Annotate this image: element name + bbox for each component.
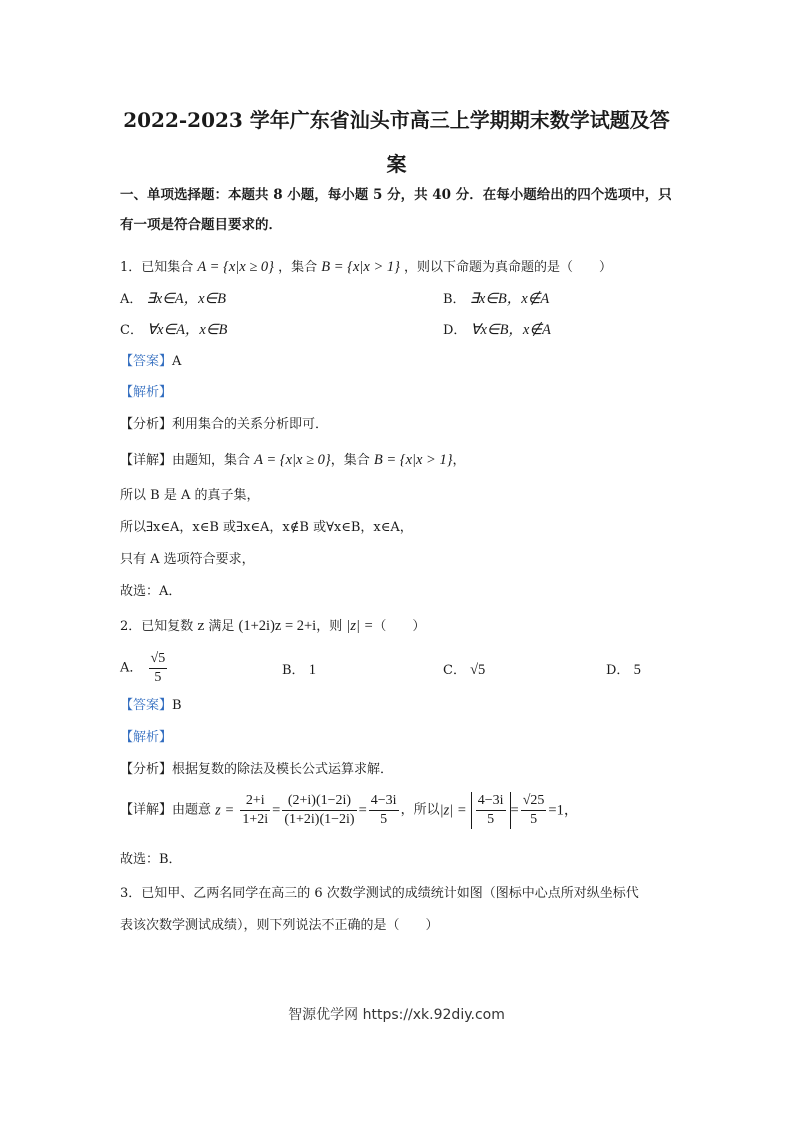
q2-abs-value [471,792,511,829]
q2-fraction-3-den: 5 [380,812,388,827]
q2-fraction-4-num: 4−3i [476,792,506,811]
q2-option-a-fraction [149,650,168,687]
q1-option-d-text: ∀x∈B，x∉A [470,322,551,338]
q2-answer-value: B [172,698,182,713]
q2-xiangjie-text-b: ，所以 [400,802,440,818]
q2-option-d-label: D． [606,663,630,678]
q2-fraction-2-den: (1+2i)(1−2i) [284,812,355,827]
q2-option-d [606,660,641,681]
q2-option-a [120,650,169,687]
q2-prefix: 2．已知复数 z 满足 [120,619,235,634]
q2-option-d-text: 5 [633,662,641,678]
q2-answer-tag: 【答案】 [120,698,173,713]
q1-xiangjie-text-c: ， [452,453,466,468]
q1-jiexi-tag: 【解析】 [120,385,173,400]
q1-line-1: 所以 B 是 A 的真子集， [120,488,260,503]
q1-answer-tag: 【答案】 [120,354,173,369]
q1-option-c-text: ∀x∈A，x∈B [147,322,228,338]
q1-set-a: A = {x|x ≥ 0} [197,259,274,275]
q1-xiangjie-text-b: ，集合 [330,453,370,468]
q2-xiangjie-text-a: 由题意 [172,802,212,818]
q1-xiangjie [120,450,466,471]
q2-xiangjie-tag: 【详解】 [120,802,173,818]
q2-fraction-2-num: (2+i)(1−2i) [282,792,356,811]
q1-answer [120,352,181,372]
q1-option-a [120,289,226,310]
q1-xiangjie-tag: 【详解】 [120,453,173,468]
q2-option-c-label: C． [443,663,466,678]
q2-fenxi-tag: 【分析】 [120,762,173,777]
q1-fenxi [120,415,328,435]
q2-fraction-3-num: 4−3i [369,792,399,811]
q2-mid: ，则 [316,619,343,634]
q1-stem [120,257,612,278]
q2-option-b-text: 1 [308,662,316,678]
q1-xiangjie-set-b: B = {x|x > 1} [373,452,453,468]
q1-xiangjie-text-a: 由题知，集合 [172,453,251,468]
q2-fraction-1-den: 1+2i [242,812,269,827]
q2-z-equals: z = [215,802,235,819]
q1-option-a-text: ∃x∈A，x∈B [146,291,227,307]
q1-fenxi-tag: 【分析】 [120,417,173,432]
q1-option-d [443,320,551,341]
q1-line-3: 只有 A 选项符合要求， [120,552,255,567]
q2-line-end: 故选：B． [120,852,182,867]
q2-answer [120,696,182,716]
section-heading-line-2: 有一项是符合题目要求的． [120,217,282,233]
q2-fraction-5 [521,792,547,829]
q1-option-d-label: D． [443,323,467,338]
q2-fraction-5-num: √25 [521,792,547,811]
q2-option-b-label: B． [282,663,305,678]
q1-set-b: B = {x|x > 1} [321,259,400,275]
q2-fraction-1 [240,792,270,829]
document-title [100,98,693,186]
q2-equation: (1+2i)z = 2+i [238,618,317,634]
q1-line-2: 所以∃x∈A，x∈B 或∃x∈A，x∉B 或∀x∈B，x∈A， [120,520,413,535]
q2-suffix: （ ） [373,619,426,634]
q2-option-c [443,660,485,681]
q2-xiangjie: 【详解】由题意 z = $\frac{2+i}{1+2i}$ = $\frac{(2+i)(1-2i)}{(1+2i)(1-2i)}$ = $\frac{4-3i}{5}$ ，所以|z| = $\frac{4-3i}{5}$ = $\frac{√25}{5}$ =1， [120,793,579,827]
q1-fenxi-text: 利用集合的关系分析即可． [172,417,329,432]
q2-fraction-1-num: 2+i [240,792,270,811]
q1-mid: ，集合 [278,260,318,275]
q1-option-b-label: B． [443,292,466,307]
q1-option-c [120,320,227,341]
q2-option-c-text: √5 [470,662,486,678]
q1-option-b-text: ∃x∈B，x∉A [469,291,550,307]
title-line-1: 2022-2023 学年广东省汕头市高三上学期期末数学试题及答 [123,108,670,132]
q2-option-a-denominator: 5 [154,670,162,685]
q2-option-b [282,660,316,681]
q2-fraction-2 [282,792,356,829]
q2-fraction-5-den: 5 [530,812,538,827]
q2-fraction-3 [369,792,399,829]
q1-line-4: 故选：A． [120,584,182,599]
q2-fenxi-text: 根据复数的除法及模长公式运算求解． [172,762,394,777]
q3-line-2: 表该次数学测试成绩），则下列说法不正确的是（ ） [120,918,439,933]
q1-xiangjie-set-a: A = {x|x ≥ 0} [254,452,331,468]
q2-option-a-label: A． [120,660,143,676]
q1-suffix: ，则以下命题为真命题的是（ ） [404,260,613,275]
q2-fenxi [120,760,393,780]
q2-stem [120,616,425,637]
q1-prefix: 1．已知集合 [120,260,194,275]
q1-option-c-label: C． [120,323,143,338]
q1-option-b [443,289,549,310]
section-heading-line-1: 一、单项选择题：本题共 8 小题，每小题 5 分，共 40 分．在每小题给出的四个选项中，只 [120,187,672,203]
q2-fraction-4 [476,792,506,829]
q3-line-1: 3．已知甲、乙两名同学在高三的 6 次数学测试的成绩统计如图（图标中心点所对纵坐标代 [120,886,639,901]
q2-option-a-numerator: √5 [149,650,168,669]
q2-fraction-4-den: 5 [487,812,495,827]
q1-option-a-label: A． [120,292,143,307]
q1-answer-value: A [172,354,182,369]
q2-abs-z: |z| = [346,618,374,634]
q2-abs-z-eq: |z| = [439,802,467,819]
title-line-2: 案 [386,152,407,176]
q2-jiexi-tag: 【解析】 [120,730,173,745]
q2-result: =1， [548,802,579,819]
page-footer: 智源优学网 https://xk.92diy.com [288,1007,505,1023]
